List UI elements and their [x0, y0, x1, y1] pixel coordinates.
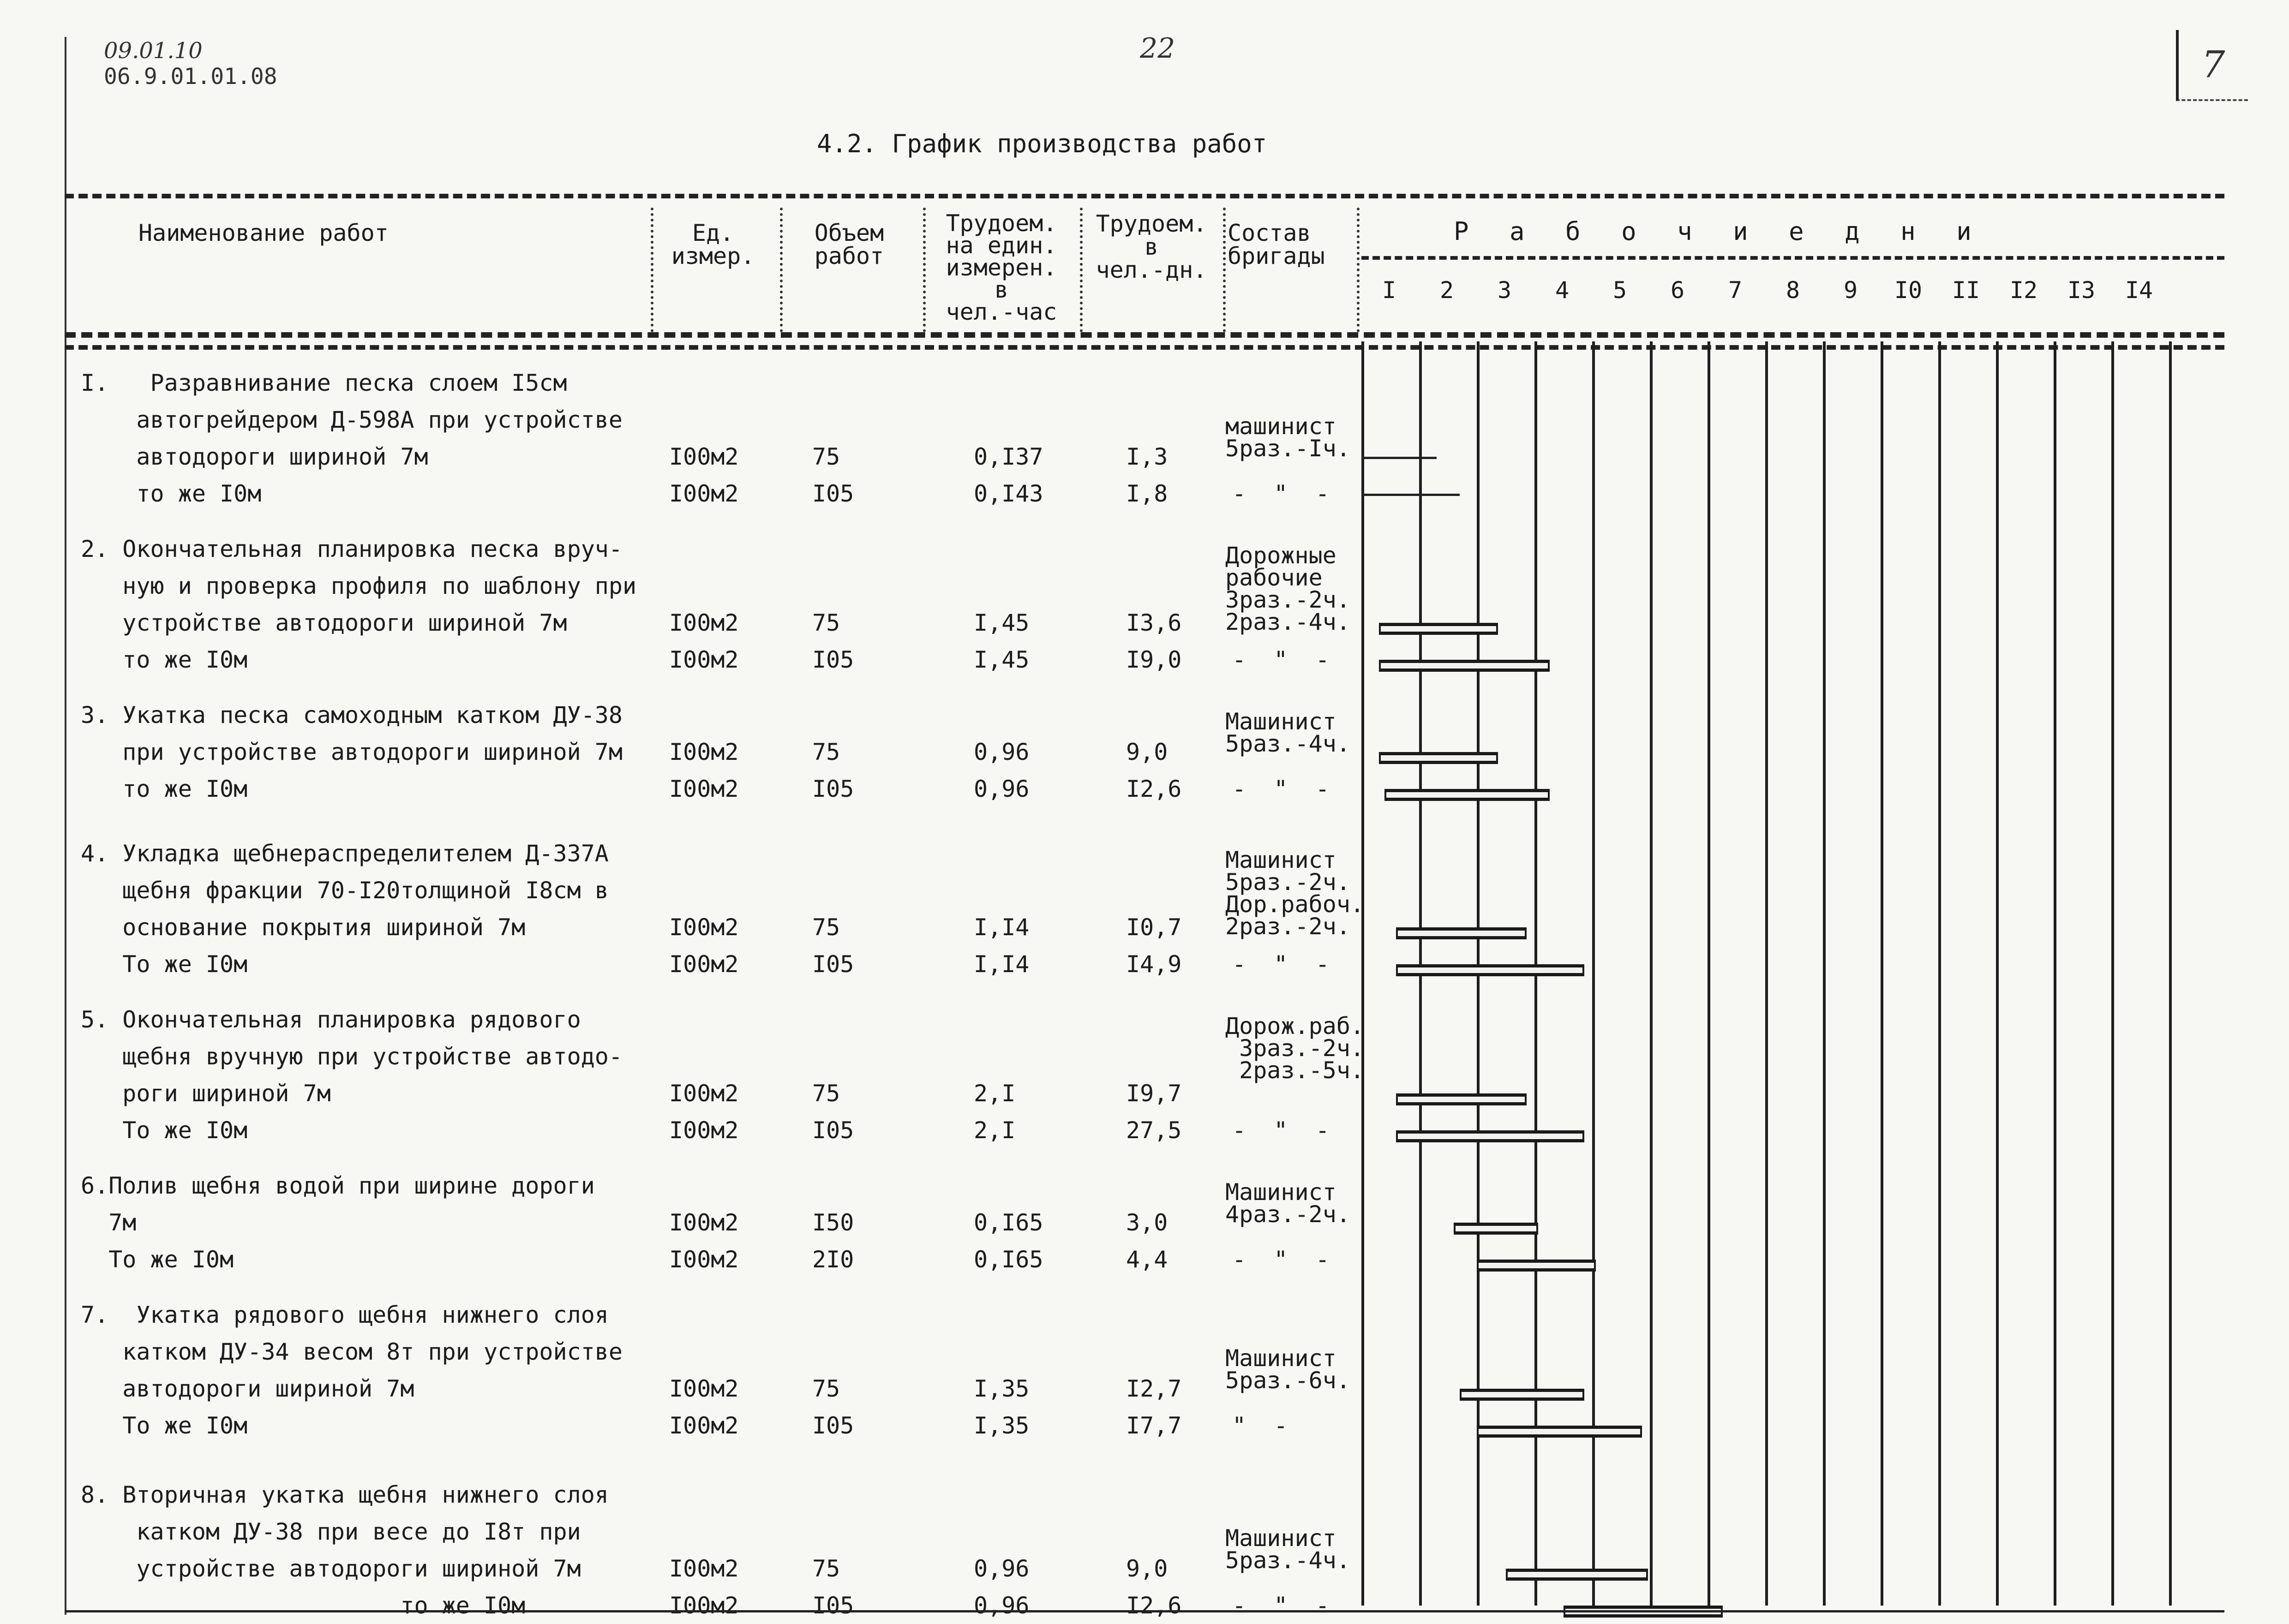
- cell-crew-ditto: - " -: [1232, 1592, 1330, 1619]
- cell-labor-unit: 0,I43: [974, 480, 1043, 507]
- day-grid-line: [1361, 341, 1364, 1606]
- task-name-line: То же I0м: [81, 951, 248, 978]
- gantt-bar: [1460, 1389, 1585, 1401]
- cell-volume: 75: [812, 1080, 840, 1107]
- cell-labor-total: I,3: [1126, 443, 1168, 470]
- cell-volume: I05: [812, 1117, 854, 1144]
- cell-volume: 75: [812, 443, 840, 470]
- gantt-bar: [1454, 1223, 1538, 1235]
- cell-crew-line: 4раз.-2ч.: [1225, 1201, 1350, 1228]
- cell-unit: I00м2: [669, 776, 739, 802]
- cell-unit: I00м2: [669, 1412, 739, 1439]
- day-grid-line: [2054, 341, 2056, 1606]
- cell-labor-total: I9,0: [1126, 646, 1182, 673]
- col-separator: [651, 208, 653, 332]
- day-grid-line: [1823, 341, 1826, 1606]
- cell-crew-ditto: - " -: [1232, 1246, 1330, 1273]
- task-name-line: автодороги шириной 7м: [81, 1375, 414, 1402]
- cell-crew-line: Машинист: [1225, 847, 1336, 873]
- day-grid-line: [2169, 341, 2172, 1606]
- cell-crew-ditto: - " -: [1232, 480, 1330, 507]
- cell-volume: 75: [812, 1375, 840, 1402]
- cell-unit: I00м2: [669, 1555, 739, 1582]
- days-header-rule: [1361, 256, 2224, 260]
- cell-unit: I00м2: [669, 480, 739, 507]
- col-header-volume: Объем работ: [814, 220, 884, 269]
- day-grid-line: [1650, 341, 1653, 1606]
- doc-code: 06.9.01.01.08: [104, 64, 277, 90]
- cell-labor-unit: 0,96: [974, 1592, 1030, 1619]
- day-label: I3: [2067, 277, 2096, 304]
- cell-volume: I05: [812, 1592, 854, 1619]
- gantt-bar: [1396, 927, 1527, 939]
- cell-labor-total: I2,7: [1126, 1375, 1182, 1402]
- task-name-line: 2. Окончательная планировка песка вруч-: [81, 536, 623, 562]
- task-name-line: То же I0м: [81, 1412, 248, 1439]
- col-separator: [923, 208, 926, 332]
- cell-labor-unit: 2,I: [974, 1080, 1016, 1107]
- task-name-line: автодороги шириной 7м: [81, 443, 428, 470]
- cell-crew-line: 5раз.-2ч.: [1225, 869, 1350, 896]
- gantt-bar: [1379, 752, 1498, 764]
- cell-crew-line: 2раз.-5ч.: [1225, 1057, 1365, 1084]
- cell-unit: I00м2: [669, 739, 739, 765]
- day-label: 8: [1786, 277, 1800, 304]
- cell-volume: I05: [812, 776, 854, 802]
- cell-labor-unit: 0,I65: [974, 1246, 1043, 1273]
- task-name-line: роги шириной 7м: [81, 1080, 331, 1107]
- cell-labor-total: I2,6: [1126, 1592, 1182, 1619]
- cell-crew-ditto: " -: [1232, 1412, 1288, 1439]
- task-name-line: основание покрытия шириной 7м: [81, 914, 526, 941]
- day-grid-line: [1938, 341, 1941, 1606]
- cell-labor-unit: 0,I37: [974, 443, 1043, 470]
- task-name-line: I. Разравнивание песка слоем I5см: [81, 370, 567, 396]
- cell-crew-ditto: - " -: [1232, 951, 1330, 978]
- day-label: 2: [1439, 277, 1454, 304]
- day-label: I2: [2009, 277, 2038, 304]
- cell-volume: 2I0: [812, 1246, 854, 1273]
- cell-labor-unit: 0,96: [974, 776, 1030, 802]
- task-name-line: 7. Укатка рядового щебня нижнего слоя: [81, 1302, 609, 1328]
- header-bottom-rule: [65, 332, 2224, 338]
- task-name-line: 4. Укладка щебнераспределителем Д-337А: [81, 840, 609, 867]
- gantt-bar: [1396, 964, 1584, 976]
- cell-crew-line: 5раз.-4ч.: [1225, 1547, 1350, 1574]
- cell-labor-unit: I,45: [974, 609, 1030, 636]
- cell-crew-line: Машинист: [1225, 1525, 1336, 1552]
- task-name-line: автогрейдером Д-598А при устройстве: [81, 406, 623, 433]
- cell-labor-unit: I,I4: [974, 951, 1030, 978]
- days-header-title: Р а б о ч и е д н и: [1454, 217, 1984, 246]
- task-name-line: 3. Укатка песка самоходным катком ДУ-38: [81, 702, 623, 728]
- col-header-crew: Состав бригады: [1228, 220, 1325, 269]
- cell-labor-unit: 0,96: [974, 739, 1030, 765]
- cell-volume: I05: [812, 1412, 854, 1439]
- cell-unit: I00м2: [669, 1246, 739, 1273]
- cell-crew-line: 3раз.-2ч.: [1225, 586, 1350, 613]
- day-label: 9: [1843, 277, 1858, 304]
- cell-unit: I00м2: [669, 609, 739, 636]
- bottom-rule: [65, 1610, 2224, 1612]
- gantt-bar: [1477, 1260, 1596, 1272]
- cell-labor-total: 9,0: [1126, 1555, 1168, 1582]
- cell-labor-total: 27,5: [1126, 1117, 1182, 1144]
- day-label: I4: [2125, 277, 2153, 304]
- date-stamp: [104, 38, 277, 90]
- day-grid-line: [1881, 341, 1883, 1606]
- cell-volume: 75: [812, 914, 840, 941]
- task-name-line: 7м: [81, 1209, 137, 1236]
- cell-unit: I00м2: [669, 1209, 739, 1236]
- header-bottom-rule-2: [65, 345, 2224, 350]
- col-header-labor-total: Трудоем. в чел.-дн.: [1096, 210, 1207, 283]
- cell-crew-line: рабочие: [1225, 564, 1323, 591]
- center-mark: 22: [1140, 32, 1175, 65]
- cell-volume: I50: [812, 1209, 854, 1236]
- cell-volume: 75: [812, 1555, 840, 1582]
- day-grid-line: [1708, 341, 1710, 1606]
- cell-crew-line: 2раз.-4ч.: [1225, 609, 1350, 635]
- gantt-bar: [1361, 457, 1437, 459]
- task-name-line: то же I0м: [81, 776, 248, 802]
- col-header-labor-unit: Трудоем. на един. измерен. в чел.-час: [946, 210, 1057, 325]
- task-name-line: то же I0м: [81, 1592, 526, 1619]
- cell-crew-ditto: - " -: [1232, 1117, 1330, 1144]
- cell-labor-unit: I,35: [974, 1375, 1030, 1402]
- gantt-bar: [1477, 1426, 1642, 1438]
- cell-crew-line: Дорожные: [1225, 542, 1336, 569]
- cell-crew-line: Машинист: [1225, 708, 1336, 735]
- day-grid-line: [1996, 341, 1999, 1606]
- cell-labor-unit: I,45: [974, 646, 1030, 673]
- cell-crew-line: Дор.рабоч.: [1225, 891, 1365, 918]
- cell-labor-unit: I,35: [974, 1412, 1030, 1439]
- cell-crew-line: Машинист: [1225, 1345, 1336, 1372]
- day-grid-line: [1765, 341, 1768, 1606]
- gantt-bar: [1396, 1130, 1584, 1142]
- cell-volume: I05: [812, 646, 854, 673]
- cell-labor-total: I7,7: [1126, 1412, 1182, 1439]
- day-grid-line: [1592, 341, 1595, 1606]
- day-label: 6: [1670, 277, 1685, 304]
- task-name-line: То же I0м: [81, 1117, 248, 1144]
- day-label: 3: [1497, 277, 1512, 304]
- cell-unit: I00м2: [669, 914, 739, 941]
- cell-crew-ditto: - " -: [1232, 646, 1330, 673]
- day-label: I0: [1894, 277, 1923, 304]
- cell-volume: 75: [812, 739, 840, 765]
- cell-labor-total: 9,0: [1126, 739, 1168, 765]
- col-separator: [1223, 208, 1226, 332]
- day-label: II: [1952, 277, 1980, 304]
- cell-labor-unit: I,I4: [974, 914, 1030, 941]
- cell-crew-line: машинист: [1225, 413, 1336, 440]
- day-label: I: [1382, 277, 1396, 304]
- task-name-line: то же I0м: [81, 480, 262, 507]
- col-separator: [1357, 208, 1360, 332]
- task-name-line: катком ДУ-38 при весе до I8т при: [81, 1518, 581, 1545]
- cell-volume: I05: [812, 951, 854, 978]
- cell-crew-line: 5раз.-4ч.: [1225, 730, 1350, 757]
- task-name-line: щебня вручную при устройстве автодо-: [81, 1043, 623, 1070]
- page-title: 4.2. График производства работ: [817, 129, 1267, 158]
- cell-labor-total: I0,7: [1126, 914, 1182, 941]
- day-label: 5: [1612, 277, 1627, 304]
- cell-crew-ditto: - " -: [1232, 776, 1330, 802]
- gantt-bar: [1379, 660, 1550, 672]
- day-label: 7: [1728, 277, 1743, 304]
- col-header-name: Наименование работ: [138, 220, 389, 246]
- task-name-line: устройстве автодороги шириной 7м: [81, 609, 567, 636]
- cell-labor-total: I9,7: [1126, 1080, 1182, 1107]
- gantt-bar: [1396, 1093, 1527, 1105]
- cell-labor-total: I2,6: [1126, 776, 1182, 802]
- task-name-line: то же I0м: [81, 646, 248, 673]
- cell-unit: I00м2: [669, 646, 739, 673]
- gantt-bar: [1384, 789, 1550, 801]
- col-header-unit: Ед. измер.: [671, 220, 755, 269]
- cell-labor-total: 4,4: [1126, 1246, 1168, 1273]
- gantt-bar: [1361, 494, 1460, 496]
- cell-labor-unit: 2,I: [974, 1117, 1016, 1144]
- cell-labor-total: I3,6: [1126, 609, 1182, 636]
- cell-crew-line: 5раз.-Iч.: [1225, 435, 1350, 462]
- task-name-line: 6.Полив щебня водой при ширине дороги: [81, 1172, 595, 1199]
- cell-crew-line: 5раз.-6ч.: [1225, 1367, 1350, 1394]
- gantt-bar: [1379, 623, 1498, 635]
- cell-labor-total: I,8: [1126, 480, 1168, 507]
- cell-crew-line: Дорож.раб.: [1225, 1013, 1365, 1039]
- cell-crew-line: 3раз.-2ч.: [1225, 1035, 1365, 1062]
- col-separator: [780, 208, 783, 332]
- page-number: 7: [2176, 30, 2248, 101]
- cell-volume: I05: [812, 480, 854, 507]
- day-grid-line: [2111, 341, 2114, 1606]
- cell-labor-unit: 0,96: [974, 1555, 1030, 1582]
- cell-unit: I00м2: [669, 1080, 739, 1107]
- task-name-line: щебня фракции 70-I20толщиной I8см в: [81, 877, 609, 904]
- task-name-line: устройстве автодороги шириной 7м: [81, 1555, 581, 1582]
- cell-crew-line: Машинист: [1225, 1179, 1336, 1206]
- cell-labor-unit: 0,I65: [974, 1209, 1043, 1236]
- left-border-line: [65, 37, 66, 1615]
- date-stamp-text: 09.01.10: [104, 38, 203, 64]
- task-name-line: катком ДУ-34 весом 8т при устройстве: [81, 1338, 623, 1365]
- header-top-rule: [65, 194, 2224, 198]
- cell-unit: I00м2: [669, 1117, 739, 1144]
- gantt-bar: [1506, 1569, 1648, 1581]
- cell-crew-line: 2раз.-2ч.: [1225, 913, 1350, 940]
- cell-volume: 75: [812, 609, 840, 636]
- cell-unit: I00м2: [669, 1592, 739, 1619]
- task-name-line: 8. Вторичная укатка щебня нижнего слоя: [81, 1481, 609, 1508]
- cell-unit: I00м2: [669, 951, 739, 978]
- task-name-line: То же I0м: [81, 1246, 234, 1273]
- task-name-line: при устройстве автодороги шириной 7м: [81, 739, 623, 765]
- cell-unit: I00м2: [669, 1375, 739, 1402]
- day-label: 4: [1555, 277, 1570, 304]
- task-name-line: ную и проверка профиля по шаблону при: [81, 573, 637, 599]
- cell-labor-total: 3,0: [1126, 1209, 1168, 1236]
- cell-unit: I00м2: [669, 443, 739, 470]
- cell-labor-total: I4,9: [1126, 951, 1182, 978]
- task-name-line: 5. Окончательная планировка рядового: [81, 1006, 581, 1033]
